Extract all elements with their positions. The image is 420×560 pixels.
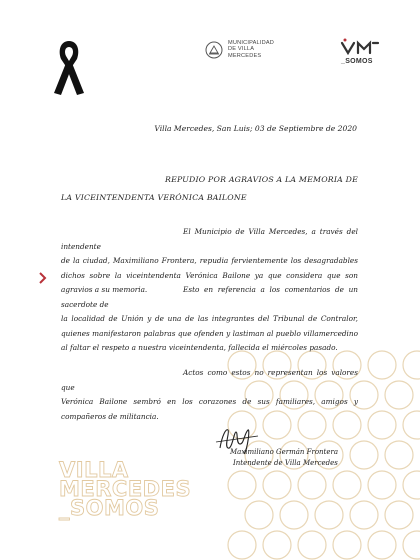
signer-role: Intendente de Villa Mercedes (233, 459, 338, 467)
mourning-ribbon-icon (52, 37, 86, 97)
municipality-name: MUNICIPALIDAD DE VILLA MERCEDES (228, 40, 275, 59)
paragraph-2: Esto en referencia a los comentarios de un sacerdote de la localidad de Unión y de una de las integrantes del Tribunal de Contralor, quienes manifestaron palabras que ofenden y lastiman al pueblo villamercedino al faltar el respeto a nuestra viceintendenta, fallecida el miércoles pasado. (61, 285, 358, 353)
paragraph-3: Actos como estos no representan los valores que Verónica Bailone sembró en los corazones de sus familiares, amigos y compañeros de militancia. (61, 368, 358, 421)
title-line-2: LA VICEINTENDENTA VERÓNICA BAILONE (61, 193, 247, 202)
chevron-right-icon[interactable] (39, 272, 47, 284)
signer-block (230, 447, 338, 469)
letter-date: Villa Mercedes, San Luis; 03 de Septiembre de 2020 (154, 124, 357, 133)
municipality-emblem-icon (205, 41, 223, 59)
signer-name: Maximiliano Germán Frontera (230, 448, 339, 456)
municipality-logo (205, 40, 274, 59)
title-line-1: REPUDIO POR AGRAVIOS A LA MEMORIA DE (165, 175, 358, 184)
somos-wordmark: _SOMOS (341, 58, 373, 65)
letter-title (61, 171, 358, 207)
paragraph-1: El Municipio de Villa Mercedes, a través del intendente de la ciudad, Maximiliano Frontera, repudia fervientemente los desagradables dichos sobre la viceintendenta Verónica Bailone ya que considera que son agravios a su memoria. (61, 227, 358, 295)
villa-mercedes-somos-brand: VILLA MERCEDES _SOMOS (59, 458, 192, 520)
